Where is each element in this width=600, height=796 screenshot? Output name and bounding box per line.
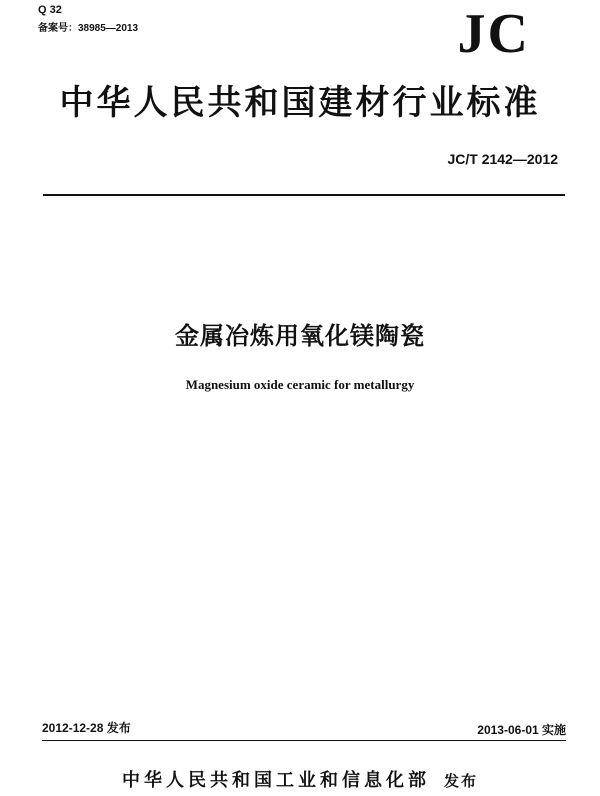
filing-number: 备案号：38985—2013 [38,23,139,34]
document-title-en: Magnesium oxide ceramic for metallurgy [185,377,415,392]
issue-date: 2012-12-28 发布 [42,721,131,735]
standard-category-title: 中华人民共和国建材行业标准 [59,83,541,123]
publisher-line [0,766,600,792]
jc-logo: JC [457,3,530,65]
implementation-date: 2013-06-01 实施 [477,723,566,737]
header-divider [43,194,565,196]
publisher-suffix: 发布 [443,772,478,790]
footer-divider [42,740,566,741]
document-title-zh: 金属冶炼用氧化镁陶瓷 [175,322,425,350]
classification-code: Q 32 [38,4,62,16]
publisher-name: 中华人民共和国工业和信息化部 [121,770,430,791]
standard-number: JC/T 2142—2012 [447,151,558,167]
